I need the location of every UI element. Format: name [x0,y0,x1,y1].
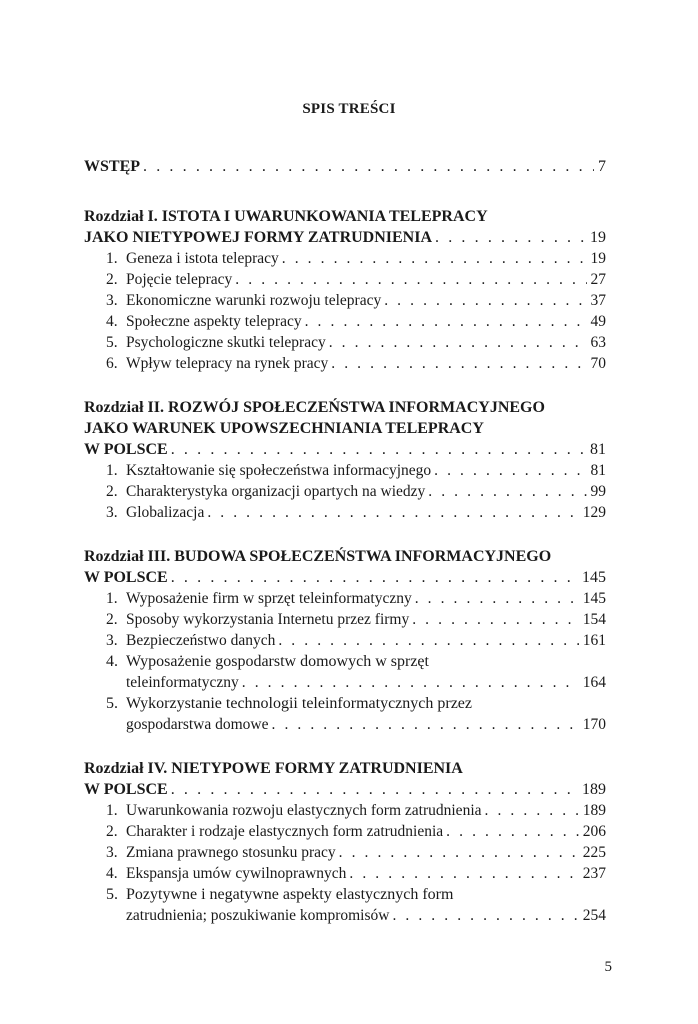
item-label: Charakterystyka organizacji opartych na wiedzy [126,483,426,500]
chapter-heading-last: JAKO NIETYPOWEJ FORMY ZATRUDNIENIA [84,229,433,246]
item-number: 4. [106,313,118,330]
table-of-contents [84,156,606,926]
toc-entry[interactable] [84,311,606,332]
dot-leader [171,567,578,588]
item-number: 1. [106,462,118,479]
dot-leader [392,905,578,926]
item-number: 1. [106,590,118,607]
toc-entry[interactable] [84,332,606,353]
dot-leader [242,672,579,693]
item-number: 3. [106,292,118,309]
toc-page-number: 225 [582,844,606,861]
item-number: 1. [106,250,118,267]
item-label: teleinformatyczny [126,674,239,691]
item-label: Ekspansja umów cywilnoprawnych [126,865,347,882]
toc-entry[interactable] [84,588,606,609]
toc-entry[interactable] [84,248,606,269]
chapter-heading-line: Rozdział III. BUDOWA SPOŁECZEŃSTWA INFORMACYJNEGO [84,548,552,565]
toc-page-number: 129 [582,504,606,521]
toc-entry[interactable] [84,609,606,630]
toc-entry[interactable] [84,481,606,502]
item-label: Uwarunkowania rozwoju elastycznych form zatrudnienia [126,802,482,819]
item-label: Bezpieczeństwo danych [126,632,276,649]
toc-page-number: 189 [582,802,606,819]
dot-leader [435,227,586,248]
toc-entry-chapter[interactable] [84,439,606,460]
item-label: Geneza i istota telepracy [126,250,279,267]
dot-leader [428,481,586,502]
dot-leader [207,502,578,523]
toc-page-number: 254 [582,907,606,924]
chapter-heading-line: Rozdział I. ISTOTA I UWARUNKOWANIA TELEPRACY [84,208,488,225]
toc-entry[interactable] [84,800,606,821]
item-number: 3. [106,632,118,649]
dot-leader [434,460,586,481]
toc-entry-label: WSTĘP [84,158,141,175]
toc-entry-chapter[interactable] [84,567,606,588]
dot-leader [278,630,578,651]
item-number: 5. [106,886,118,903]
item-label: Pozytywne i negatywne aspekty elastycznych form [126,886,454,903]
dot-leader [235,269,586,290]
dot-leader [272,714,579,735]
toc-page-number: 164 [582,674,606,691]
toc-page-number: 63 [590,334,606,351]
toc-entry[interactable] [84,290,606,311]
dot-leader [349,863,578,884]
dot-leader [485,800,579,821]
toc-entry-first-line[interactable] [84,884,606,905]
dot-leader [171,779,578,800]
item-label: Wyposażenie gospodarstw domowych w sprzęt [126,653,429,670]
item-number: 3. [106,504,118,521]
item-number: 2. [106,483,118,500]
chapter-heading-last: W POLSCE [84,569,168,586]
item-number: 2. [106,611,118,628]
toc-page-number: 206 [582,823,606,840]
toc-page-number: 81 [590,462,606,479]
toc-entry[interactable] [84,353,606,374]
toc-entry[interactable] [84,821,606,842]
chapter-heading-line: Rozdział II. ROZWÓJ SPOŁECZEŃSTWA INFORMACYJNEGO [84,399,545,416]
toc-page-number: 70 [590,355,606,372]
page-title: SPIS TREŚCI [302,101,396,117]
item-label: Zmiana prawnego stosunku pracy [126,844,336,861]
toc-page-number: 154 [582,611,606,628]
dot-leader [171,439,586,460]
item-label: zatrudnienia; poszukiwanie kompromisów [126,907,390,924]
dot-leader [339,842,579,863]
toc-page-number: 99 [590,483,606,500]
toc-page-number: 19 [590,229,606,246]
toc-page-number: 37 [590,292,606,309]
item-number: 5. [106,334,118,351]
dot-leader [329,332,587,353]
dot-leader [384,290,586,311]
toc-entry[interactable] [84,502,606,523]
item-label: gospodarstwa domowe [126,716,269,733]
toc-page-number: 7 [598,158,606,175]
item-label: Ekonomiczne warunki rozwoju telepracy [126,292,382,309]
toc-entry-chapter[interactable] [84,779,606,800]
toc-page-number: 81 [590,441,606,458]
toc-page-number: 161 [582,632,606,649]
item-label: Wyposażenie firm w sprzęt teleinformatyczny [126,590,412,607]
dot-leader [305,311,587,332]
toc-entry-first-line[interactable] [84,693,606,714]
toc-entry[interactable] [84,863,606,884]
page-number: 5 [604,959,612,975]
toc-entry[interactable] [84,460,606,481]
toc-entry[interactable] [84,905,606,926]
toc-page-number: 49 [590,313,606,330]
item-number: 2. [106,271,118,288]
item-number: 3. [106,844,118,861]
item-number: 2. [106,823,118,840]
dot-leader [412,609,579,630]
dot-leader [415,588,579,609]
item-number: 4. [106,653,118,670]
item-number: 6. [106,355,118,372]
toc-entry[interactable] [84,672,606,693]
toc-page-number: 170 [582,716,606,733]
item-label: Społeczne aspekty telepracy [126,313,302,330]
toc-entry-intro[interactable] [84,156,606,177]
item-label: Wykorzystanie technologii teleinformatycznych przez [126,695,472,712]
dot-leader [282,248,587,269]
toc-page-number: 145 [582,590,606,607]
item-number: 1. [106,802,118,819]
item-number: 4. [106,865,118,882]
item-label: Sposoby wykorzystania Internetu przez firmy [126,611,410,628]
toc-entry-first-line[interactable] [84,651,606,672]
toc-page-number: 145 [582,569,606,586]
toc-entry-chapter[interactable] [84,227,606,248]
dot-leader [446,821,579,842]
dot-leader [143,156,594,177]
toc-page-number: 237 [582,865,606,882]
item-label: Globalizacja [126,504,205,521]
chapter-heading-line: Rozdział IV. NIETYPOWE FORMY ZATRUDNIENIA [84,760,463,777]
item-label: Kształtowanie się społeczeństwa informacyjnego [126,462,432,479]
item-number: 5. [106,695,118,712]
item-label: Psychologiczne skutki telepracy [126,334,326,351]
chapter-heading-last: W POLSCE [84,781,168,798]
chapter-heading-line: JAKO WARUNEK UPOWSZECHNIANIA TELEPRACY [84,420,484,437]
toc-entry[interactable] [84,630,606,651]
toc-entry[interactable] [84,842,606,863]
item-label: Wpływ telepracy na rynek pracy [126,355,329,372]
toc-page-number: 19 [590,250,606,267]
toc-page-number: 27 [590,271,606,288]
toc-entry[interactable] [84,269,606,290]
item-label: Pojęcie telepracy [126,271,233,288]
chapter-heading-last: W POLSCE [84,441,168,458]
item-label: Charakter i rodzaje elastycznych form zatrudnienia [126,823,444,840]
toc-page-number: 189 [582,781,606,798]
toc-entry[interactable] [84,714,606,735]
dot-leader [331,353,586,374]
